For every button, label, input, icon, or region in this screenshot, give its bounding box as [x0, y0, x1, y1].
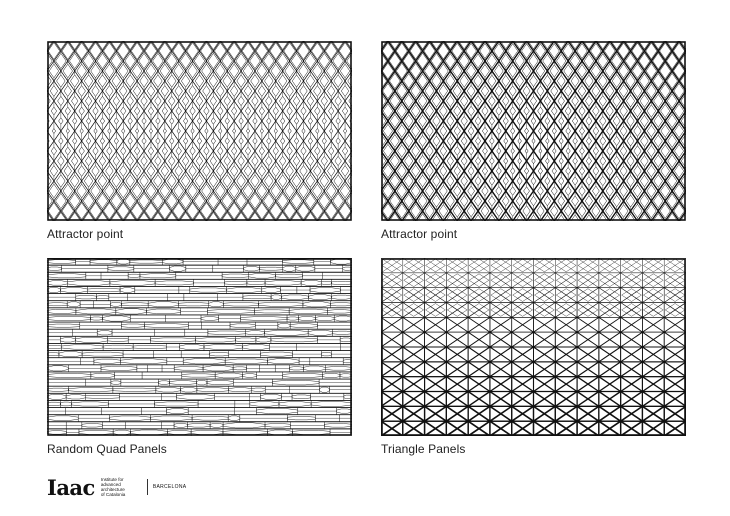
triangle-pattern	[381, 258, 686, 436]
random-quad-pattern	[47, 258, 352, 436]
random-quad-panels-panel	[47, 258, 352, 436]
logo-divider	[147, 479, 148, 495]
panel-caption: Attractor point	[47, 227, 124, 241]
panel-caption: Random Quad Panels	[47, 442, 167, 456]
panel-caption: Attractor point	[381, 227, 458, 241]
logo-line: advanced	[100, 482, 121, 487]
logo-line: of Catalonia	[100, 492, 126, 497]
diamond-bold-pattern	[381, 41, 686, 221]
logo-line: Institute for	[100, 477, 124, 482]
logo-mark: Iaac	[47, 474, 95, 500]
iaac-logo	[47, 476, 186, 498]
attractor-point-panel-1	[47, 41, 352, 221]
panel-caption: Triangle Panels	[381, 442, 466, 456]
logo-city: BARCELONA	[152, 484, 187, 490]
triangle-panels-panel	[381, 258, 686, 436]
logo-line: architecture	[100, 487, 125, 492]
diamond-attractor-pattern	[47, 41, 352, 221]
attractor-point-panel-2	[381, 41, 686, 221]
logo-institute-text	[101, 477, 145, 497]
